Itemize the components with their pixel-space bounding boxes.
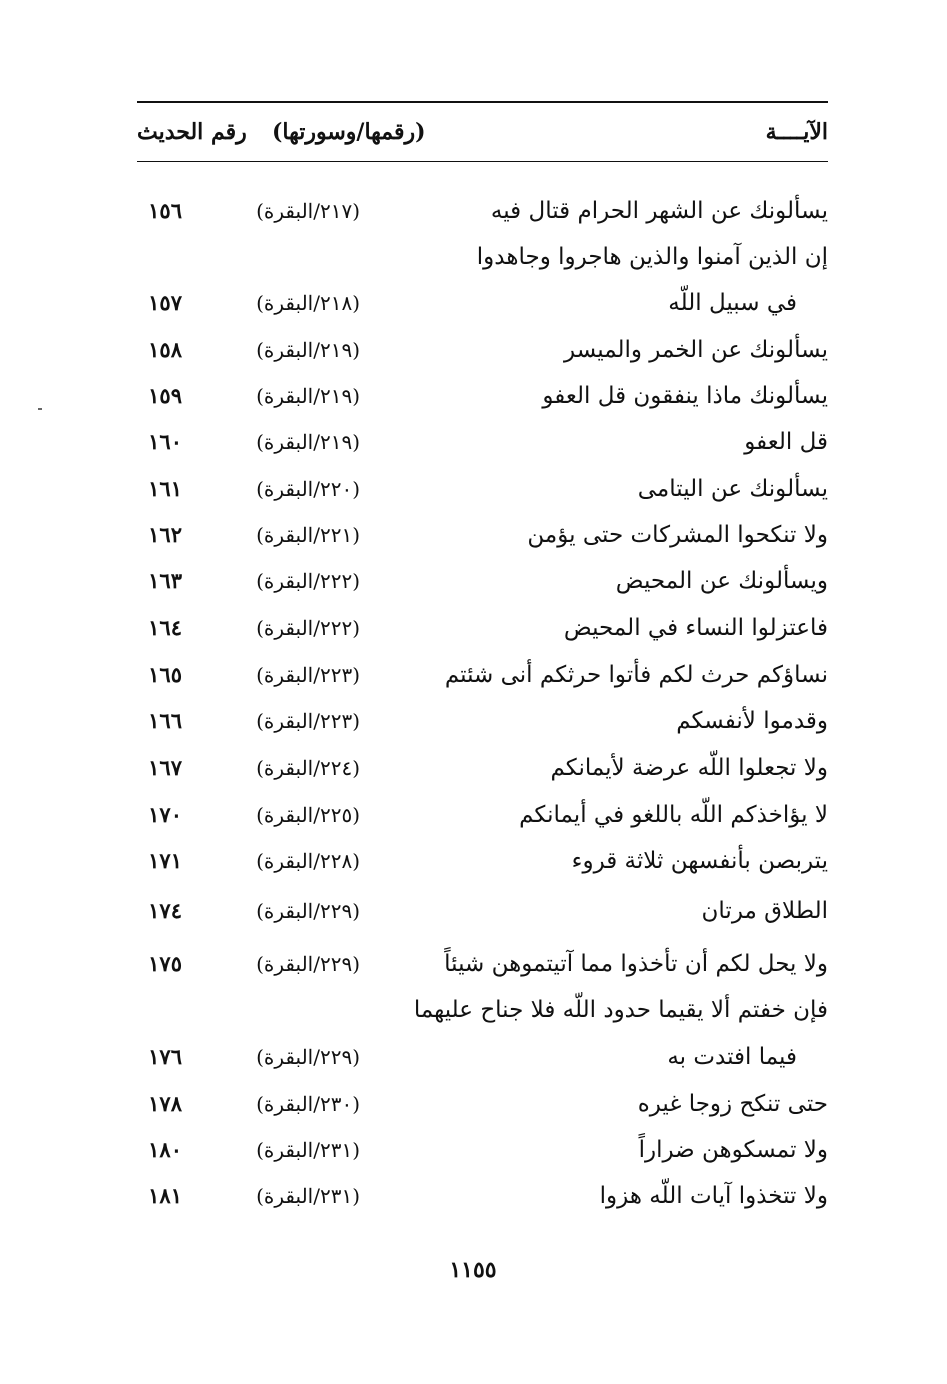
table-row bbox=[0, 748, 947, 788]
hadith-number: ١٦٧ bbox=[148, 755, 182, 780]
hadith-number bbox=[132, 237, 182, 277]
table-row bbox=[0, 1176, 947, 1216]
verse-text: ولا تنكحوا المشركات حتى يؤمن bbox=[527, 522, 828, 548]
hadith-number: ١٧٠ bbox=[148, 802, 182, 827]
verse-ref: (٢١٧/البقرة) bbox=[256, 199, 360, 223]
table-row bbox=[0, 422, 947, 462]
page-number: ١١٥٥ bbox=[449, 1257, 497, 1283]
verse-text: حتى تنكح زوجا غيره bbox=[637, 1091, 828, 1117]
verse-ref: (٢٢٠/البقرة) bbox=[256, 477, 360, 501]
table-row bbox=[0, 795, 947, 835]
verse-text: فيما افتدت به bbox=[667, 1044, 797, 1070]
verse-ref: (٢٢٤/البقرة) bbox=[256, 756, 360, 780]
verse-ref: (٢٢٢/البقرة) bbox=[256, 569, 360, 593]
verse-text: في سبيل اللّه bbox=[668, 290, 797, 316]
verse-text: ولا تتخذوا آيات اللّه هزوا bbox=[599, 1183, 828, 1209]
hadith-number: ١٨١ bbox=[148, 1183, 182, 1208]
verse-text: يسألونك ماذا ينفقون قل العفو bbox=[542, 383, 828, 409]
verse-ref: (٢٣١/البقرة) bbox=[256, 1138, 360, 1162]
hadith-number: ١٦٢ bbox=[148, 522, 182, 547]
verse-ref: (٢٢٩/البقرة) bbox=[256, 1045, 360, 1069]
hadith-number: ١٦٥ bbox=[148, 662, 182, 687]
verse-text: يسألونك عن اليتامى bbox=[637, 476, 828, 502]
verse-ref: (٢١٩/البقرة) bbox=[256, 384, 360, 408]
hadith-number: ١٥٨ bbox=[148, 337, 182, 362]
verse-ref: (٢٣١/البقرة) bbox=[256, 1184, 360, 1208]
hadith-number bbox=[132, 990, 182, 1030]
verse-ref: (٢٢٩/البقرة) bbox=[256, 899, 360, 923]
hadith-number: ١٦٠ bbox=[148, 429, 182, 454]
verse-text: ولا يحل لكم أن تأخذوا مما آتيتموهن شيئاً bbox=[444, 951, 828, 977]
table-row bbox=[0, 515, 947, 555]
verse-ref: (٢٢٣/البقرة) bbox=[256, 709, 360, 733]
verse-ref: (٢١٩/البقرة) bbox=[256, 338, 360, 362]
verse-ref: (٢٢٥/البقرة) bbox=[256, 803, 360, 827]
header-verse-label: الآيــــة bbox=[765, 119, 828, 145]
table-row bbox=[0, 376, 947, 416]
table-row bbox=[0, 1130, 947, 1170]
hadith-number: ١٦٤ bbox=[148, 615, 182, 640]
hadith-number: ١٥٦ bbox=[148, 198, 182, 223]
table-row bbox=[0, 469, 947, 509]
verse-text: قل العفو bbox=[744, 429, 828, 455]
table-row bbox=[0, 561, 947, 601]
header-ref-label: (رقمها/وسورتها) bbox=[272, 119, 426, 145]
verse-ref: (٢٢٣/البقرة) bbox=[256, 663, 360, 687]
verse-text: نساؤكم حرث لكم فأتوا حرثكم أنى شئتم bbox=[444, 662, 828, 688]
table-row bbox=[0, 944, 947, 984]
verse-text: ولا تجعلوا اللّه عرضة لأيمانكم bbox=[550, 755, 828, 781]
verse-text: لا يؤاخذكم اللّه باللغو في أيمانكم bbox=[519, 802, 828, 828]
hadith-number: ١٦١ bbox=[148, 476, 182, 501]
table-row bbox=[0, 608, 947, 648]
hadith-number: ١٦٦ bbox=[148, 708, 182, 733]
table-row bbox=[0, 655, 947, 695]
table-row bbox=[0, 1084, 947, 1124]
verse-ref: (٢٢١/البقرة) bbox=[256, 523, 360, 547]
hadith-number: ١٧٦ bbox=[148, 1044, 182, 1069]
hadith-number: ١٨٠ bbox=[148, 1137, 182, 1162]
hadith-number: ١٦٣ bbox=[148, 568, 182, 593]
hadith-number: ١٧٤ bbox=[148, 898, 182, 923]
verse-text: فاعتزلوا النساء في المحيض bbox=[563, 615, 828, 641]
verse-ref: (٢٢٢/البقرة) bbox=[256, 616, 360, 640]
table-row bbox=[0, 237, 947, 277]
table-row bbox=[0, 283, 947, 323]
verse-text: ولا تمسكوهن ضراراً bbox=[638, 1137, 828, 1163]
verse-ref bbox=[220, 237, 360, 277]
verse-ref: (٢١٩/البقرة) bbox=[256, 430, 360, 454]
table-row bbox=[0, 891, 947, 931]
table-row bbox=[0, 841, 947, 881]
verse-ref: (٢١٨/البقرة) bbox=[256, 291, 360, 315]
table-row bbox=[0, 191, 947, 231]
verse-ref: (٢٢٨/البقرة) bbox=[256, 849, 360, 873]
table-row bbox=[0, 990, 947, 1030]
hadith-number: ١٧١ bbox=[148, 848, 182, 873]
verse-ref: (٢٣٠/البقرة) bbox=[256, 1092, 360, 1116]
hadith-number: ١٥٩ bbox=[148, 383, 182, 408]
verse-text: فإن خفتم ألا يقيما حدود اللّه فلا جناح عليهما bbox=[413, 997, 828, 1023]
header-hadith-label: رقم الحديث bbox=[137, 119, 247, 145]
verse-text: إن الذين آمنوا والذين هاجروا وجاهدوا bbox=[476, 244, 828, 270]
scan-speck bbox=[38, 408, 42, 410]
verse-ref: (٢٢٩/البقرة) bbox=[256, 952, 360, 976]
hadith-number: ١٥٧ bbox=[148, 290, 182, 315]
table-row bbox=[0, 330, 947, 370]
table-row bbox=[0, 701, 947, 741]
hadith-number: ١٧٥ bbox=[148, 951, 182, 976]
verse-text: ويسألونك عن المحيض bbox=[615, 568, 828, 594]
hadith-number: ١٧٨ bbox=[148, 1091, 182, 1116]
table-row bbox=[0, 1037, 947, 1077]
verse-text: يسألونك عن الشهر الحرام قتال فيه bbox=[490, 198, 828, 224]
verse-text: يتربصن بأنفسهن ثلاثة قروء bbox=[571, 848, 828, 874]
verse-ref bbox=[220, 990, 360, 1030]
verse-text: وقدموا لأنفسكم bbox=[676, 708, 828, 734]
verse-text: الطلاق مرتان bbox=[701, 898, 828, 924]
verse-text: يسألونك عن الخمر والميسر bbox=[564, 337, 828, 363]
